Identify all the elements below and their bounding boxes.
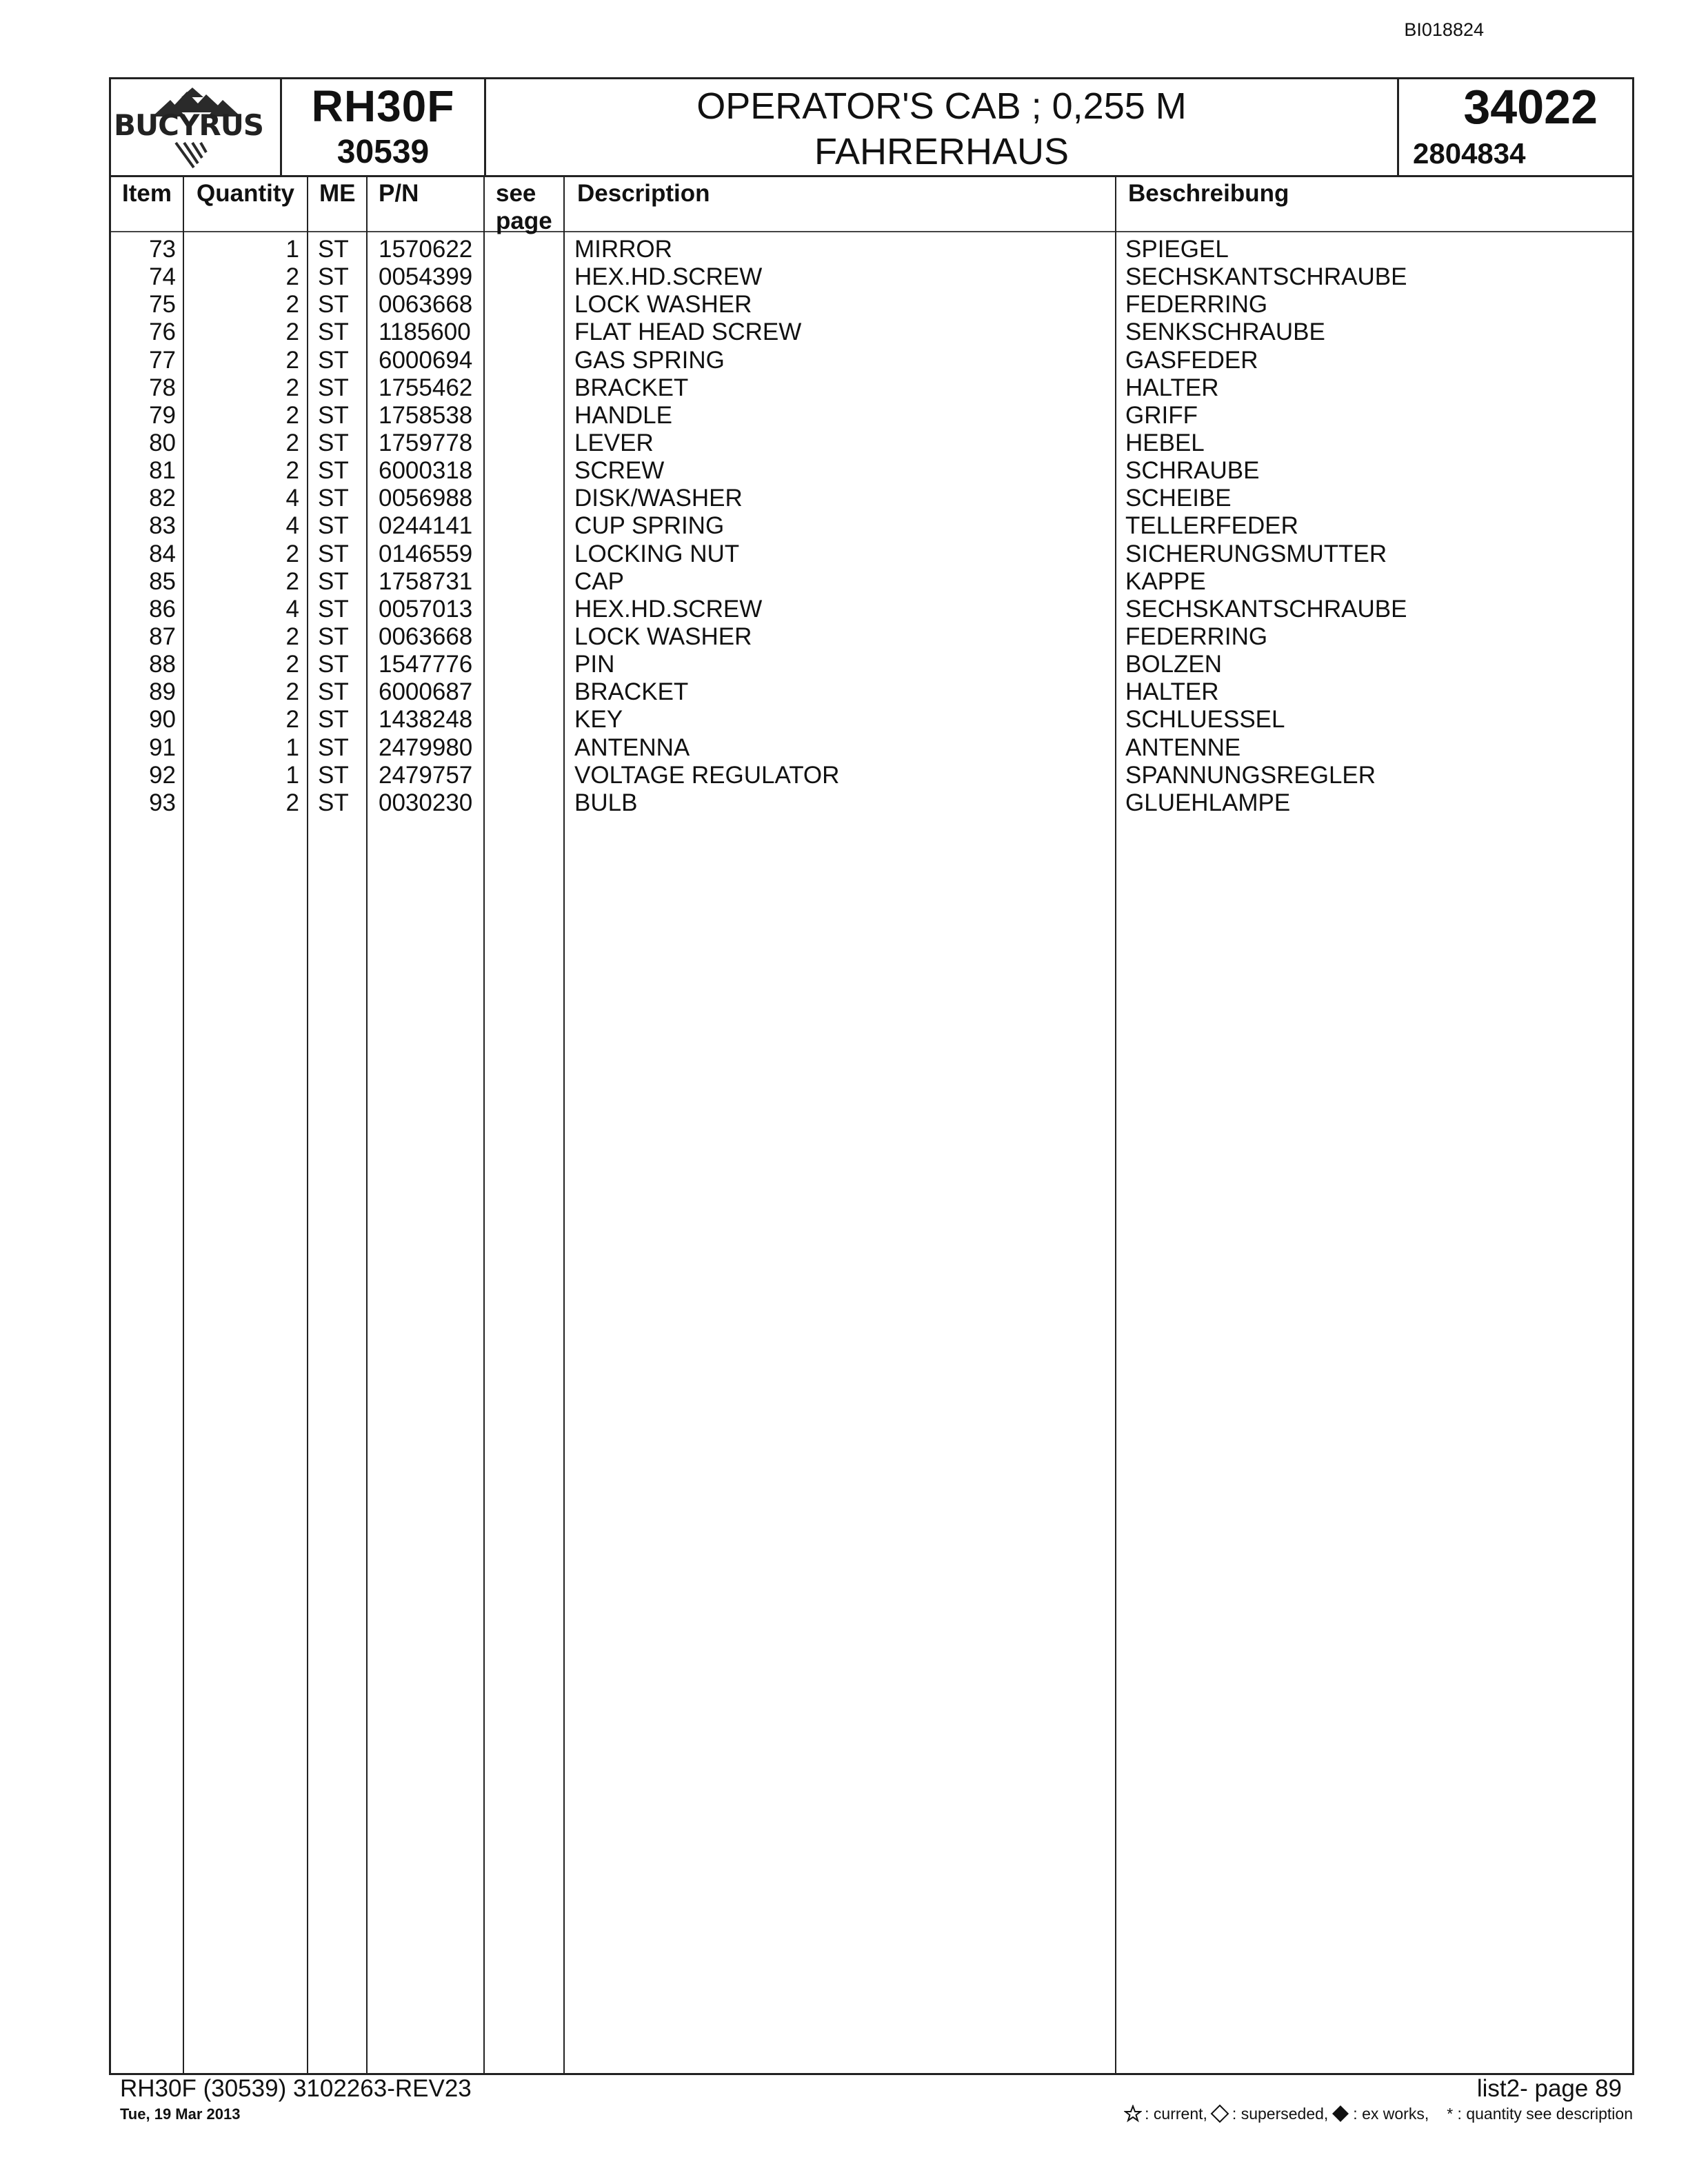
diamond-filled-icon xyxy=(1331,2104,1350,2123)
col-me: ME xyxy=(319,180,356,207)
col-pn: P/N xyxy=(379,180,419,207)
item-number-cell: 76 xyxy=(149,318,176,346)
serial-number: 30539 xyxy=(336,134,430,170)
description-cell: MIRROR xyxy=(574,236,672,263)
quantity-cell: 1 xyxy=(285,236,299,263)
assembly-part-number: 2804834 xyxy=(1413,137,1526,170)
description-cell: BRACKET xyxy=(574,374,689,401)
unit-cell: ST xyxy=(318,651,349,678)
quantity-cell: 1 xyxy=(285,734,299,761)
beschreibung-cell: FEDERRING xyxy=(1125,623,1268,650)
item-number-cell: 93 xyxy=(149,789,176,816)
part-number-cell: 0063668 xyxy=(379,623,473,650)
logo-wordmark: BUCYRUS xyxy=(114,108,264,142)
beschreibung-cell: SCHEIBE xyxy=(1125,485,1232,512)
beschreibung-cell: TELLERFEDER xyxy=(1125,512,1298,540)
table-row xyxy=(111,512,1632,540)
unit-cell: ST xyxy=(318,485,349,512)
table-row xyxy=(111,623,1632,651)
table-row xyxy=(111,485,1632,512)
beschreibung-cell: BOLZEN xyxy=(1125,651,1223,678)
part-number-cell: 0030230 xyxy=(379,789,473,816)
beschreibung-cell: ANTENNE xyxy=(1125,734,1241,761)
unit-cell: ST xyxy=(318,567,349,595)
table-row xyxy=(111,263,1632,291)
col-beschreibung: Beschreibung xyxy=(1128,180,1289,207)
footer-doc-ref: RH30F (30539) 3102263-REV23 xyxy=(120,2075,472,2102)
quantity-cell: 2 xyxy=(285,374,299,401)
beschreibung-cell: SICHERUNGSMUTTER xyxy=(1125,540,1387,567)
beschreibung-cell: SENKSCHRAUBE xyxy=(1125,318,1325,346)
col-item: Item xyxy=(122,180,172,207)
part-number-cell: 1185600 xyxy=(379,318,471,346)
table-row xyxy=(111,374,1632,402)
item-number-cell: 90 xyxy=(149,706,176,734)
logo-cell xyxy=(111,79,282,175)
item-number-cell: 89 xyxy=(149,678,176,706)
table-row xyxy=(111,568,1632,596)
legend xyxy=(1124,2104,1633,2123)
beschreibung-cell: FEDERRING xyxy=(1125,291,1268,318)
unit-cell: ST xyxy=(318,595,349,623)
part-number-cell: 0244141 xyxy=(379,512,473,540)
quantity-cell: 2 xyxy=(285,567,299,595)
description-cell: BULB xyxy=(574,789,638,816)
table-row xyxy=(111,706,1632,734)
quantity-cell: 2 xyxy=(285,318,299,346)
model-name: RH30F xyxy=(311,81,455,131)
item-number-cell: 80 xyxy=(149,429,176,456)
beschreibung-cell: GLUEHLAMPE xyxy=(1125,789,1291,816)
quantity-cell: 2 xyxy=(285,263,299,291)
part-number-cell: 0054399 xyxy=(379,263,473,291)
beschreibung-cell: SPIEGEL xyxy=(1125,236,1229,263)
col-page-label: page xyxy=(496,208,552,234)
table-row xyxy=(111,678,1632,706)
quantity-cell: 2 xyxy=(285,678,299,706)
beschreibung-cell: SCHRAUBE xyxy=(1125,457,1260,485)
table-row xyxy=(111,402,1632,429)
description-cell: VOLTAGE REGULATOR xyxy=(574,761,840,789)
quantity-cell: 2 xyxy=(285,706,299,734)
group-number-cell xyxy=(1399,79,1632,175)
description-cell: LOCK WASHER xyxy=(574,623,752,650)
legend-superseded: : superseded, xyxy=(1232,2104,1329,2123)
item-number-cell: 75 xyxy=(149,291,176,318)
description-cell: PIN xyxy=(574,651,615,678)
part-number-cell: 1758538 xyxy=(379,401,473,429)
unit-cell: ST xyxy=(318,706,349,734)
quantity-cell: 2 xyxy=(285,651,299,678)
item-number-cell: 82 xyxy=(149,485,176,512)
unit-cell: ST xyxy=(318,623,349,650)
col-see-page xyxy=(496,180,552,235)
table-row xyxy=(111,291,1632,318)
unit-cell: ST xyxy=(318,291,349,318)
description-cell: CUP SPRING xyxy=(574,512,725,540)
description-cell: HANDLE xyxy=(574,401,672,429)
col-quantity: Quantity xyxy=(197,180,294,207)
quantity-cell: 2 xyxy=(285,291,299,318)
item-number-cell: 83 xyxy=(149,512,176,540)
unit-cell: ST xyxy=(318,512,349,540)
beschreibung-cell: SPANNUNGSREGLER xyxy=(1125,761,1376,789)
item-number-cell: 86 xyxy=(149,595,176,623)
beschreibung-cell: GASFEDER xyxy=(1125,346,1258,374)
title-german: FAHRERHAUS xyxy=(814,131,1069,172)
item-number-cell: 79 xyxy=(149,401,176,429)
header-band xyxy=(111,79,1632,177)
footer-page: list2- page 89 xyxy=(1476,2075,1622,2102)
table-row xyxy=(111,789,1632,817)
col-description: Description xyxy=(577,180,710,207)
col-see-label: see xyxy=(496,180,536,207)
description-cell: HEX.HD.SCREW xyxy=(574,595,763,623)
legend-current: : current, xyxy=(1145,2104,1207,2123)
table-row xyxy=(111,734,1632,762)
item-number-cell: 91 xyxy=(149,734,176,761)
unit-cell: ST xyxy=(318,789,349,816)
quantity-cell: 4 xyxy=(285,512,299,540)
legend-quantity: * : quantity see description xyxy=(1447,2104,1633,2123)
part-number-cell: 1547776 xyxy=(379,651,473,678)
part-number-cell: 0057013 xyxy=(379,595,473,623)
table-row xyxy=(111,236,1632,263)
description-cell: CAP xyxy=(574,567,624,595)
table-row xyxy=(111,651,1632,678)
item-number-cell: 73 xyxy=(149,236,176,263)
beschreibung-cell: GRIFF xyxy=(1125,401,1198,429)
unit-cell: ST xyxy=(318,761,349,789)
description-cell: SCREW xyxy=(574,457,665,485)
unit-cell: ST xyxy=(318,374,349,401)
description-cell: ANTENNA xyxy=(574,734,690,761)
description-cell: LOCK WASHER xyxy=(574,291,752,318)
group-number: 34022 xyxy=(1463,80,1598,134)
description-cell: GAS SPRING xyxy=(574,346,725,374)
part-number-cell: 0146559 xyxy=(379,540,473,567)
part-number-cell: 1759778 xyxy=(379,429,473,456)
description-cell: LEVER xyxy=(574,429,654,456)
star-outline-icon xyxy=(1124,2105,1142,2123)
item-number-cell: 87 xyxy=(149,623,176,650)
description-cell: DISK/WASHER xyxy=(574,485,743,512)
unit-cell: ST xyxy=(318,263,349,291)
model-cell xyxy=(282,79,486,175)
quantity-cell: 2 xyxy=(285,429,299,456)
unit-cell: ST xyxy=(318,318,349,346)
part-number-cell: 0063668 xyxy=(379,291,473,318)
table-row xyxy=(111,762,1632,789)
column-header-row xyxy=(111,177,1632,232)
quantity-cell: 4 xyxy=(285,595,299,623)
unit-cell: ST xyxy=(318,401,349,429)
part-number-cell: 1438248 xyxy=(379,706,473,734)
part-number-cell: 1755462 xyxy=(379,374,473,401)
quantity-cell: 1 xyxy=(285,761,299,789)
quantity-cell: 2 xyxy=(285,623,299,650)
legend-ex-works: : ex works, xyxy=(1353,2104,1429,2123)
beschreibung-cell: HALTER xyxy=(1125,374,1219,401)
unit-cell: ST xyxy=(318,734,349,761)
unit-cell: ST xyxy=(318,236,349,263)
table-row xyxy=(111,457,1632,485)
beschreibung-cell: SECHSKANTSCHRAUBE xyxy=(1125,595,1407,623)
parts-list-frame xyxy=(109,77,1634,2075)
item-number-cell: 78 xyxy=(149,374,176,401)
part-number-cell: 1758731 xyxy=(379,567,473,595)
item-number-cell: 81 xyxy=(149,457,176,485)
beschreibung-cell: SECHSKANTSCHRAUBE xyxy=(1125,263,1407,291)
part-number-cell: 6000318 xyxy=(379,457,473,485)
unit-cell: ST xyxy=(318,346,349,374)
document-id: BI018824 xyxy=(1404,19,1484,40)
part-number-cell: 6000694 xyxy=(379,346,473,374)
part-number-cell: 6000687 xyxy=(379,678,473,706)
table-row xyxy=(111,540,1632,568)
description-cell: FLAT HEAD SCREW xyxy=(574,318,802,346)
beschreibung-cell: SCHLUESSEL xyxy=(1125,706,1285,734)
footer-date: Tue, 19 Mar 2013 xyxy=(120,2105,241,2123)
item-number-cell: 84 xyxy=(149,540,176,567)
table-row xyxy=(111,347,1632,374)
beschreibung-cell: HALTER xyxy=(1125,678,1219,706)
beschreibung-cell: KAPPE xyxy=(1125,567,1206,595)
item-number-cell: 85 xyxy=(149,567,176,595)
beschreibung-cell: HEBEL xyxy=(1125,429,1205,456)
unit-cell: ST xyxy=(318,429,349,456)
table-row xyxy=(111,596,1632,623)
description-cell: LOCKING NUT xyxy=(574,540,740,567)
quantity-cell: 2 xyxy=(285,540,299,567)
part-number-cell: 0056988 xyxy=(379,485,473,512)
title-english: OPERATOR'S CAB ; 0,255 M xyxy=(696,85,1187,127)
item-number-cell: 88 xyxy=(149,651,176,678)
description-cell: HEX.HD.SCREW xyxy=(574,263,763,291)
item-number-cell: 92 xyxy=(149,761,176,789)
part-number-cell: 2479980 xyxy=(379,734,473,761)
quantity-cell: 2 xyxy=(285,457,299,485)
description-cell: BRACKET xyxy=(574,678,689,706)
quantity-cell: 2 xyxy=(285,346,299,374)
quantity-cell: 4 xyxy=(285,485,299,512)
title-cell xyxy=(486,79,1399,175)
unit-cell: ST xyxy=(318,540,349,567)
quantity-cell: 2 xyxy=(285,789,299,816)
item-number-cell: 77 xyxy=(149,346,176,374)
description-cell: KEY xyxy=(574,706,623,734)
diamond-outline-icon xyxy=(1210,2104,1229,2123)
part-number-cell: 2479757 xyxy=(379,761,473,789)
parts-table-body xyxy=(111,236,1632,817)
unit-cell: ST xyxy=(318,457,349,485)
item-number-cell: 74 xyxy=(149,263,176,291)
table-row xyxy=(111,318,1632,346)
unit-cell: ST xyxy=(318,678,349,706)
table-row xyxy=(111,429,1632,457)
quantity-cell: 2 xyxy=(285,401,299,429)
part-number-cell: 1570622 xyxy=(379,236,473,263)
